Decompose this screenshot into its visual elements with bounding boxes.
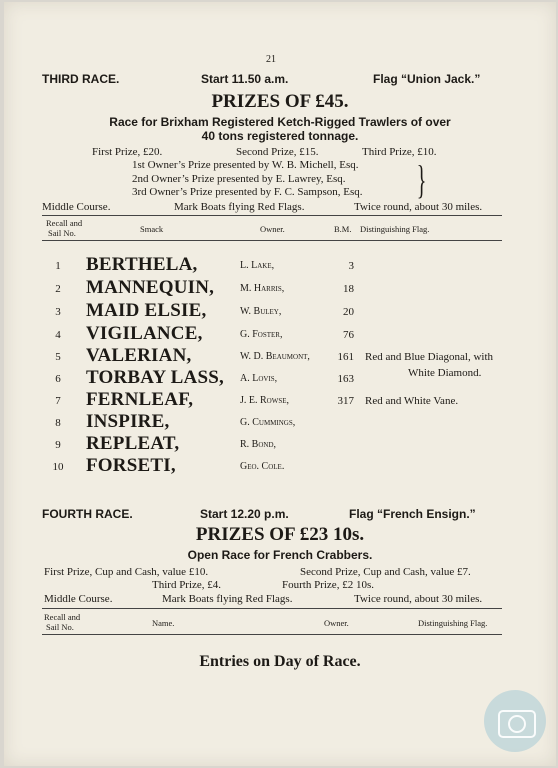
fourth-race-flag: Flag “French Ensign.” bbox=[349, 507, 476, 521]
list-item bbox=[48, 455, 508, 477]
smack-name: VIGILANCE, bbox=[86, 323, 203, 344]
fourth-col-name: Name. bbox=[152, 618, 175, 628]
third-race-description-1: Race for Brixham Registered Ketch-Rigged Trawlers of over bbox=[109, 115, 451, 129]
col-bm: B.M. bbox=[334, 224, 352, 234]
owner-prize-2: 2nd Owner’s Prize presented by E. Lawrey, Esq. bbox=[132, 173, 346, 185]
third-race-prizes-heading: PRIZES OF £45. bbox=[211, 91, 349, 112]
owner-name: G. Cummings, bbox=[240, 417, 296, 428]
list-item bbox=[48, 411, 508, 433]
owner-name: W. D. Beaumont, bbox=[240, 351, 310, 362]
owner-name: Geo. Cole. bbox=[240, 461, 285, 472]
entries-note: Entries on Day of Race. bbox=[199, 653, 361, 670]
brace-glyph: } bbox=[416, 157, 427, 202]
sail-number: 4 bbox=[55, 329, 61, 341]
owner-name: R. Bond, bbox=[240, 439, 277, 450]
third-race-title: THIRD RACE. bbox=[42, 72, 120, 86]
sail-number: 8 bbox=[55, 417, 61, 429]
third-race-mark-boats: Mark Boats flying Red Flags. bbox=[174, 201, 305, 213]
third-race-flag: Flag “Union Jack.” bbox=[373, 72, 481, 86]
programme-page bbox=[4, 2, 556, 766]
col-owner: Owner. bbox=[260, 224, 285, 234]
list-item bbox=[48, 367, 508, 389]
third-race-twice-round: Twice round, about 30 miles. bbox=[354, 201, 483, 213]
bm-number: 163 bbox=[337, 373, 354, 385]
fourth-table-top-rule bbox=[42, 608, 502, 609]
owner-name: A. Lovis, bbox=[240, 373, 278, 384]
owner-name: G. Foster, bbox=[240, 329, 283, 340]
smack-name: FORSETI, bbox=[86, 455, 176, 476]
fourth-race-third-prize: Third Prize, £4. bbox=[152, 579, 222, 591]
bm-number: 3 bbox=[348, 260, 354, 272]
owner-prize-1: 1st Owner’s Prize presented by W. B. Michell, Esq. bbox=[132, 159, 359, 171]
bm-number: 317 bbox=[337, 395, 354, 407]
third-race-description-2: 40 tons registered tonnage. bbox=[201, 129, 359, 143]
sail-number: 6 bbox=[55, 373, 61, 385]
list-item bbox=[48, 389, 508, 411]
fourth-race-mark-boats: Mark Boats flying Red Flags. bbox=[162, 593, 293, 605]
list-item bbox=[48, 345, 508, 367]
fourth-race-second-prize: Second Prize, Cup and Cash, value £7. bbox=[300, 566, 471, 578]
fourth-race-course: Middle Course. bbox=[44, 593, 113, 605]
list-item bbox=[48, 254, 508, 276]
smack-name: BERTHELA, bbox=[86, 254, 198, 275]
smack-name: FERNLEAF, bbox=[86, 389, 194, 410]
owner-name: J. E. Rowse, bbox=[240, 395, 290, 406]
sail-number: 9 bbox=[55, 439, 61, 451]
smack-name: TORBAY LASS, bbox=[86, 367, 224, 388]
camera-lens-shape bbox=[508, 715, 526, 733]
col-distinguishing-flag: Distinguishing Flag. bbox=[360, 224, 430, 234]
fourth-col-recall-2: Sail No. bbox=[46, 622, 74, 632]
camera-watermark-icon bbox=[484, 690, 546, 752]
fourth-race-description: Open Race for French Crabbers. bbox=[187, 548, 373, 562]
list-item bbox=[48, 323, 508, 345]
bm-number: 18 bbox=[343, 283, 354, 295]
bm-number: 20 bbox=[343, 306, 354, 318]
sail-number: 10 bbox=[52, 461, 64, 473]
sail-number: 5 bbox=[55, 351, 61, 363]
distinguishing-flag: White Diamond. bbox=[408, 367, 482, 379]
smack-name: MAID ELSIE, bbox=[86, 300, 207, 321]
owner-name: M. Harris, bbox=[240, 283, 285, 294]
fourth-race-title: FOURTH RACE. bbox=[42, 507, 133, 521]
sail-number: 2 bbox=[55, 283, 61, 295]
smack-name: MANNEQUIN, bbox=[86, 277, 215, 298]
table-top-rule bbox=[42, 215, 502, 216]
fourth-race-fourth-prize: Fourth Prize, £2 10s. bbox=[282, 579, 374, 591]
fourth-race-prizes-heading: PRIZES OF £23 10s. bbox=[195, 524, 365, 545]
sail-number: 7 bbox=[55, 395, 61, 407]
sail-number: 1 bbox=[55, 260, 61, 272]
fourth-col-owner: Owner. bbox=[324, 618, 349, 628]
fourth-race-twice-round: Twice round, about 30 miles. bbox=[354, 593, 483, 605]
owner-name: W. Buley, bbox=[240, 306, 282, 317]
smack-name: INSPIRE, bbox=[86, 411, 170, 432]
list-item bbox=[48, 277, 508, 299]
owner-name: L. Lake, bbox=[240, 260, 275, 271]
fourth-race-first-prize: First Prize, Cup and Cash, value £10. bbox=[44, 566, 209, 578]
smack-name: VALERIAN, bbox=[86, 345, 192, 366]
third-race-third-prize: Third Prize, £10. bbox=[362, 146, 437, 158]
col-recall-2: Sail No. bbox=[48, 228, 76, 238]
page-number: 21 bbox=[266, 54, 276, 65]
distinguishing-flag: Red and White Vane. bbox=[365, 395, 459, 407]
distinguishing-flag: Red and Blue Diagonal, with bbox=[365, 351, 494, 363]
fourth-col-recall-1: Recall and bbox=[44, 612, 81, 622]
col-smack: Smack bbox=[140, 224, 164, 234]
list-item bbox=[48, 300, 508, 322]
list-item bbox=[48, 433, 508, 455]
bm-number: 76 bbox=[343, 329, 354, 341]
sail-number: 3 bbox=[55, 306, 61, 318]
owner-prize-3: 3rd Owner’s Prize presented by F. C. Sampson, Esq. bbox=[132, 186, 363, 198]
fourth-col-distinguishing-flag: Distinguishing Flag. bbox=[418, 618, 488, 628]
third-race-second-prize: Second Prize, £15. bbox=[236, 146, 319, 158]
third-race-first-prize: First Prize, £20. bbox=[92, 146, 163, 158]
smack-name: REPLEAT, bbox=[86, 433, 180, 454]
fourth-table-header-rule bbox=[42, 634, 502, 635]
fourth-race-start: Start 12.20 p.m. bbox=[200, 507, 289, 521]
third-race-course: Middle Course. bbox=[42, 201, 111, 213]
bm-number: 161 bbox=[337, 351, 354, 363]
table-header-rule bbox=[42, 240, 502, 241]
col-recall-1: Recall and bbox=[46, 218, 83, 228]
third-race-start: Start 11.50 a.m. bbox=[201, 72, 289, 86]
